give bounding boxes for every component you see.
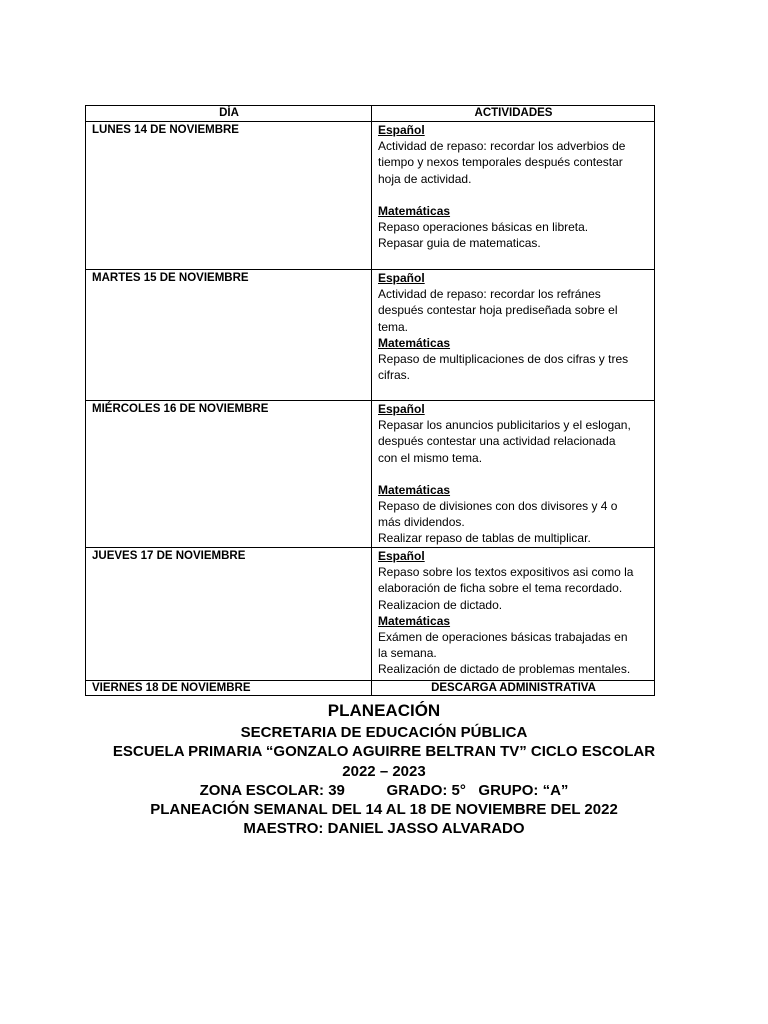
activity-line: Repasar los anuncios publicitarios y el eslogan, — [378, 418, 631, 433]
day-cell: MIÉRCOLES 16 DE NOVIEMBRE — [86, 401, 372, 548]
activity-line: Realización de dictado de problemas mentales. — [378, 662, 631, 677]
activity-line: Repaso sobre los textos expositivos asi como la — [378, 565, 634, 580]
activity-line: Repaso de multiplicaciones de dos cifras y tres — [378, 352, 629, 367]
activities-cell — [372, 548, 655, 681]
activity-line: Actividad de repaso: recordar los adverbios de — [378, 139, 626, 154]
activity-line: tiempo y nexos temporales después contestar — [378, 155, 623, 170]
activity-line: Realizacion de dictado. — [378, 597, 503, 612]
institution-line: SECRETARIA DE EDUCACIÓN PÚBLICA — [240, 724, 528, 741]
activity-line: después contestar hoja prediseñada sobre el — [378, 303, 618, 318]
spacer — [378, 187, 649, 203]
table-row — [86, 681, 655, 696]
header-activities: ACTIVIDADES — [372, 106, 655, 122]
activity-line: Actividad de repaso: recordar los refránes — [378, 287, 601, 302]
table-row — [86, 401, 655, 548]
table-header-row — [86, 106, 655, 122]
activity-line: con el mismo tema. — [378, 450, 483, 465]
spanish-subject-title: Español — [378, 549, 425, 563]
activity-line: Repasar guia de matematicas. — [378, 236, 541, 251]
math-subject-title: Matemáticas — [378, 203, 451, 218]
activity-line: Realizar repaso de tablas de multiplicar. — [378, 531, 591, 546]
activity-line: elaboración de ficha sobre el tema recordado. — [378, 581, 623, 596]
math-subject-title: Matemáticas — [378, 335, 451, 350]
day-cell: LUNES 14 DE NOVIEMBRE — [86, 122, 372, 270]
activity-line: Exámen de operaciones básicas trabajadas en — [378, 630, 628, 645]
math-subject-title: Matemáticas — [378, 613, 451, 628]
zone-grade-group-line: ZONA ESCOLAR: 39 GRADO: 5° GRUPO: “A” — [199, 782, 569, 799]
activity-line: tema. — [378, 319, 409, 334]
activity-line: más dividendos. — [378, 515, 465, 530]
day-cell: JUEVES 17 DE NOVIEMBRE — [86, 548, 372, 681]
spacer — [378, 466, 649, 482]
activity-line: Repaso operaciones básicas en libreta. — [378, 220, 589, 235]
school-line: ESCUELA PRIMARIA “GONZALO AGUIRRE BELTRAN TV” CICLO ESCOLAR — [112, 743, 656, 760]
day-cell: MARTES 15 DE NOVIEMBRE — [86, 270, 372, 401]
activity-line: cifras. — [378, 368, 411, 383]
activities-cell — [372, 270, 655, 401]
weekly-plan-table — [85, 105, 655, 696]
activities-cell — [372, 122, 655, 270]
school-year-line: 2022 – 2023 — [342, 763, 426, 780]
activities-cell: DESCARGA ADMINISTRATIVA — [372, 681, 655, 696]
spanish-subject-title: Español — [378, 402, 425, 416]
spanish-subject-title: Español — [378, 123, 425, 137]
table-row — [86, 122, 655, 270]
teacher-line: MAESTRO: DANIEL JASSO ALVARADO — [243, 820, 525, 837]
math-subject-title: Matemáticas — [378, 482, 451, 497]
activity-line: después contestar una actividad relacionada — [378, 434, 616, 449]
activity-line: hoja de actividad. — [378, 171, 472, 186]
day-cell: VIERNES 18 DE NOVIEMBRE — [86, 681, 372, 696]
weekly-plan-line: PLANEACIÓN SEMANAL DEL 14 AL 18 DE NOVIEMBRE DEL 2022 — [150, 801, 618, 818]
table-row — [86, 548, 655, 681]
activities-cell — [372, 401, 655, 548]
activity-line: la semana. — [378, 646, 437, 661]
activity-line: Repaso de divisiones con dos divisores y 4 o — [378, 499, 618, 514]
table-row — [86, 270, 655, 401]
header-day: DÍA — [86, 106, 372, 122]
spanish-subject-title: Español — [378, 271, 425, 285]
page-title: PLANEACIÓN — [327, 701, 441, 720]
